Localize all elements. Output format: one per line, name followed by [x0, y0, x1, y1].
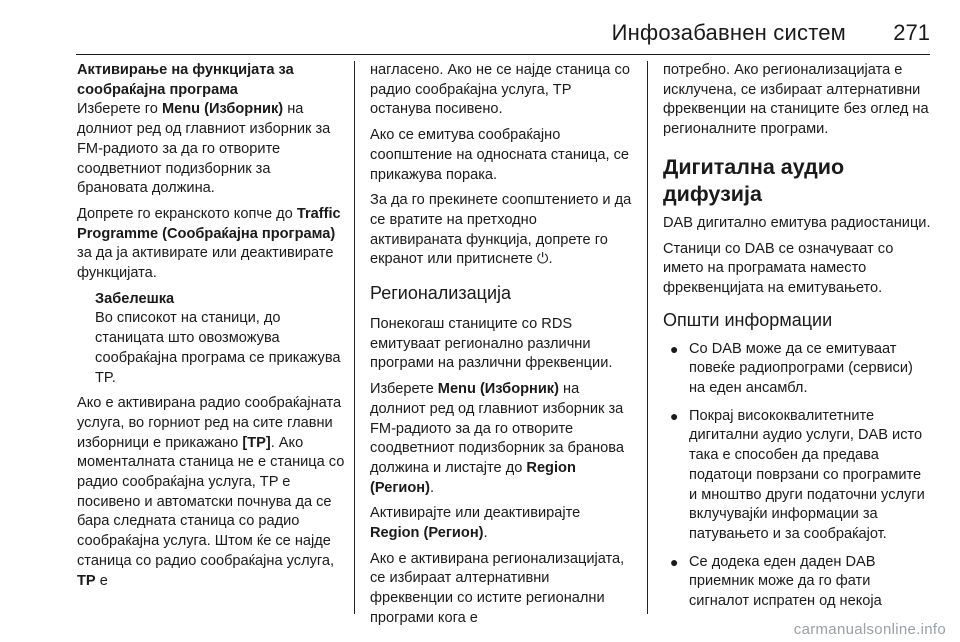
list-item: ● Покрај висококвалитетните дигитални аудио услуги, DAB исто така е способен да предава податоци поврзани со програмите и мноштво други податочни услуги вклучувајќи информации за патувањето и за сообраќајот.	[670, 407, 925, 542]
menu-reference: Menu (Изборник)	[437, 381, 559, 398]
page-title: Инфозабавнен систем	[611, 20, 846, 45]
section-heading-traffic: Активирање на функцијата за сообраќајна програма	[77, 62, 294, 98]
subsection-heading-general: Општи информации	[663, 309, 833, 330]
paragraph: нагласено. Ако не се најде станица со радио сообраќајна услуга, TP останува посивено.	[370, 62, 631, 118]
paragraph: Изберете го Menu (Изборник) на долниот ред од главниот изборник за FM-радиото за да го отворите соодветниот подизборник за брановата должина.	[77, 101, 331, 197]
paragraph: Станици со DAB се означуваат со името на програмата наместо фреквенцијата на емитувањето.	[663, 240, 894, 296]
tp-indicator: [TP]	[242, 434, 271, 451]
paragraph: Активирајте или деактивирајте Region (Регион).	[370, 505, 581, 542]
column-divider-2	[647, 61, 648, 614]
paragraph: Изберете Menu (Изборник) на долниот ред од главниот изборник за FM-радиото за да го отворите соодветниот подизборник за бранова должина и листајте до Region (Регион).	[370, 381, 625, 496]
power-icon: ⏻	[536, 251, 549, 268]
note-title: Забелешка	[95, 290, 175, 307]
bullet-icon: ●	[670, 407, 679, 424]
paragraph: потребно. Ако регионализацијата е исклучена, се избираат алтернативни фреквенции на станиците без оглед на регионалните програми.	[663, 62, 929, 138]
paragraph: Понекогаш станиците со RDS емитуваат регионално различни програми на различни фреквенции.	[370, 316, 613, 372]
column-divider-1	[354, 61, 355, 614]
section-heading-dab: Дигитална аудио дифузија	[663, 154, 845, 206]
note-box	[95, 290, 345, 389]
region-reference: Region (Регион)	[370, 525, 484, 542]
tp-indicator: TP	[77, 572, 96, 589]
column-1	[77, 61, 345, 621]
section-heading-regionalization: Регионализација	[370, 283, 512, 304]
header-divider	[76, 54, 930, 55]
page-header	[0, 0, 960, 56]
bullet-list	[663, 340, 933, 612]
note-text: Во списокот на станици, до станицата што овозможува сообраќајна програма се прикажува TP.	[95, 310, 341, 386]
list-item: ● Се додека еден даден DAB приемник може да го фати сигналот испратен од некоја	[670, 553, 882, 610]
traffic-programme-reference: Traffic Programme (Сообраќајна програма)	[77, 205, 341, 242]
column-2	[370, 61, 632, 626]
region-reference: Region (Регион)	[370, 459, 576, 496]
menu-reference: Menu (Изборник)	[161, 101, 284, 118]
paragraph: Ако е активирана радио сообраќајната услуга, во горниот ред на сите главни изборници е прикажано [TP]. Ако моменталната станица не е станица со радио сообраќајна услуга, TP е посивено и автоматски почнува да се бара следната станица со радио сообраќајна услуга. Штом ќе се најде станица со радио сообраќајна услуга, TP е	[77, 395, 345, 589]
paragraph: Ако е активирана регионализацијата, се избираат алтернативни фреквенции со иститe регионални програми кога е	[370, 550, 625, 626]
paragraph: Ако се емитува сообраќајно соопштение на односната станица, се прикажува порака.	[370, 127, 630, 183]
paragraph: Допрете го екранското копче до Traffic Programme (Сообраќајна програма) за да ја активирате или деактивирате функцијата.	[77, 205, 341, 282]
bullet-icon: ●	[670, 553, 679, 570]
bullet-icon: ●	[670, 340, 679, 357]
page-number: 271	[893, 20, 930, 45]
watermark: carmanualsonline.info	[793, 621, 946, 638]
list-item: ● Со DAB може да се емитуваат повеќе радиопрограми (сервиси) на еден ансамбл.	[670, 340, 913, 397]
paragraph: DAB дигитално емитува радиостаници.	[663, 214, 931, 231]
paragraph: За да го прекинете соопштението и да се вратите на претходно активираната функција, допрете го екранот или притиснете ⏻.	[370, 192, 632, 268]
column-3	[663, 61, 933, 621]
